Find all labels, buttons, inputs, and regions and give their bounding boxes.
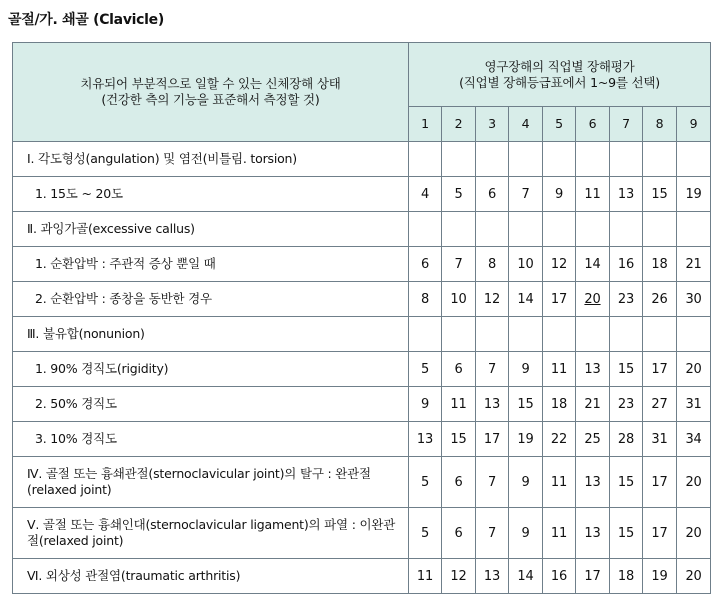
table-cell: 15 [442,422,476,457]
table-cell: 16 [610,247,643,282]
table-cell: 5 [409,457,442,508]
table-cell: 17 [576,559,610,594]
table-cell: 12 [442,559,476,594]
table-cell [576,282,610,317]
table-cell [509,317,543,352]
table-cell: 6 [442,457,476,508]
table-cell: 15 [509,387,543,422]
row-label: 1. 90% 경직도(rigidity) [13,352,409,387]
rating-header [409,43,711,107]
table-cell: 5 [442,177,476,212]
row-label: Ⅵ. 외상성 관절염(traumatic arthritis) [13,559,409,594]
column-header: 9 [677,107,711,142]
table-cell: 11 [409,559,442,594]
row-label: 1. 15도 ~ 20도 [13,177,409,212]
condition-header-line1: 치유되어 부분적으로 일할 수 있는 신체장해 상태 [80,76,341,91]
table-cell: 18 [643,247,677,282]
table-cell: 30 [677,282,711,317]
table-cell [409,212,442,247]
table-cell [610,212,643,247]
table-row [13,317,711,352]
table-cell [409,142,442,177]
table-cell [643,142,677,177]
table-cell: 15 [610,508,643,559]
table-cell: 31 [677,387,711,422]
table-cell: 31 [643,422,677,457]
table-cell [576,212,610,247]
table-cell: 7 [476,352,509,387]
table-row [13,559,711,594]
column-header: 7 [610,107,643,142]
table-cell: 14 [509,282,543,317]
table-cell: 6 [409,247,442,282]
table-cell: 17 [643,352,677,387]
table-cell: 12 [543,247,576,282]
table-cell: 13 [610,177,643,212]
column-header: 1 [409,107,442,142]
table-cell: 26 [643,282,677,317]
table-cell [677,142,711,177]
table-cell: 13 [576,352,610,387]
table-cell: 19 [677,177,711,212]
table-cell: 15 [610,352,643,387]
table-cell: 23 [610,387,643,422]
column-header: 5 [543,107,576,142]
table-cell [643,212,677,247]
table-cell: 14 [576,247,610,282]
table-cell: 11 [543,352,576,387]
table-cell: 19 [643,559,677,594]
table-cell [442,142,476,177]
table-cell: 20 [677,457,711,508]
rating-header-line1: 영구장해의 직업별 장해평가 [484,58,635,74]
table-cell: 20 [677,352,711,387]
row-label: 1. 순환압박 : 주관적 증상 뿐일 때 [13,247,409,282]
table-cell: 18 [543,387,576,422]
table-cell: 6 [476,177,509,212]
column-header: 4 [509,107,543,142]
table-cell: 22 [543,422,576,457]
table-row [13,212,711,247]
table-cell [476,212,509,247]
table-cell: 27 [643,387,677,422]
table-cell: 13 [476,559,509,594]
table-cell [509,212,543,247]
table-row [13,177,711,212]
table-cell: 28 [610,422,643,457]
table-cell [677,317,711,352]
table-cell: 17 [643,457,677,508]
table-cell: 11 [442,387,476,422]
row-label: Ⅴ. 골절 또는 흉쇄인대(sternoclavicular ligament)의 파열 : 이완관절(relaxed joint) [13,508,409,559]
table-cell: 6 [442,352,476,387]
table-cell [442,212,476,247]
table-cell [677,212,711,247]
table-cell: 9 [509,352,543,387]
underlined-value: 20 [584,291,601,307]
row-label: Ⅳ. 골절 또는 흉쇄관절(sternoclavicular joint)의 탈구 : 완관절(relaxed joint) [13,457,409,508]
table-row [13,457,711,508]
table-cell [543,212,576,247]
disability-rating-table [12,42,711,594]
table-cell: 17 [643,508,677,559]
table-row [13,142,711,177]
table-cell [610,142,643,177]
row-label: Ⅲ. 불유합(nonunion) [13,317,409,352]
table-cell [543,142,576,177]
table-cell: 9 [543,177,576,212]
column-header: 3 [476,107,509,142]
table-cell: 13 [576,508,610,559]
table-cell: 11 [576,177,610,212]
table-cell [576,317,610,352]
table-cell: 16 [543,559,576,594]
column-header: 2 [442,107,476,142]
table-row [13,352,711,387]
table-cell: 4 [409,177,442,212]
table-cell: 7 [476,457,509,508]
table-row [13,387,711,422]
table-cell: 8 [476,247,509,282]
table-row [13,247,711,282]
table-row [13,508,711,559]
table-cell: 6 [442,508,476,559]
table-cell: 20 [677,559,711,594]
table-cell: 14 [509,559,543,594]
table-cell: 25 [576,422,610,457]
table-cell [576,142,610,177]
table-cell: 7 [476,508,509,559]
table-cell: 9 [509,508,543,559]
table-row [13,422,711,457]
table-cell: 13 [409,422,442,457]
page-title: 골절/가. 쇄골 (Clavicle) [8,12,164,28]
table-cell [476,142,509,177]
table-cell: 15 [610,457,643,508]
table-cell [610,317,643,352]
table-cell: 17 [543,282,576,317]
table-cell: 19 [509,422,543,457]
condition-header [13,43,409,142]
table-cell: 11 [543,457,576,508]
table-cell: 5 [409,508,442,559]
table-cell [476,317,509,352]
column-header: 8 [643,107,677,142]
table-cell [409,317,442,352]
table-cell: 8 [409,282,442,317]
table-cell: 9 [509,457,543,508]
table-cell: 7 [442,247,476,282]
table-cell: 17 [476,422,509,457]
row-label: 2. 50% 경직도 [13,387,409,422]
table-cell: 23 [610,282,643,317]
table-cell [442,317,476,352]
table-cell: 12 [476,282,509,317]
table-cell: 10 [442,282,476,317]
table-cell: 34 [677,422,711,457]
table-cell: 21 [576,387,610,422]
table-cell: 21 [677,247,711,282]
table-cell: 5 [409,352,442,387]
column-header: 6 [576,107,610,142]
row-label: 2. 순환압박 : 종창을 동반한 경우 [13,282,409,317]
table-cell: 9 [409,387,442,422]
table-cell: 13 [476,387,509,422]
table-cell [643,317,677,352]
table-cell [509,142,543,177]
table-cell: 20 [677,508,711,559]
rating-header-line2: (직업별 장해등급표에서 1~9를 선택) [459,74,660,90]
table-cell: 13 [576,457,610,508]
table-row [13,282,711,317]
table-cell: 15 [643,177,677,212]
table-cell: 18 [610,559,643,594]
row-label: Ⅰ. 각도형성(angulation) 및 염전(비틀림. torsion) [13,142,409,177]
condition-header-line2: (건강한 측의 기능을 표준해서 측정할 것) [101,92,320,107]
row-label: Ⅱ. 과잉가골(excessive callus) [13,212,409,247]
table-cell: 7 [509,177,543,212]
table-cell: 10 [509,247,543,282]
table-cell: 11 [543,508,576,559]
table-cell [543,317,576,352]
row-label: 3. 10% 경직도 [13,422,409,457]
